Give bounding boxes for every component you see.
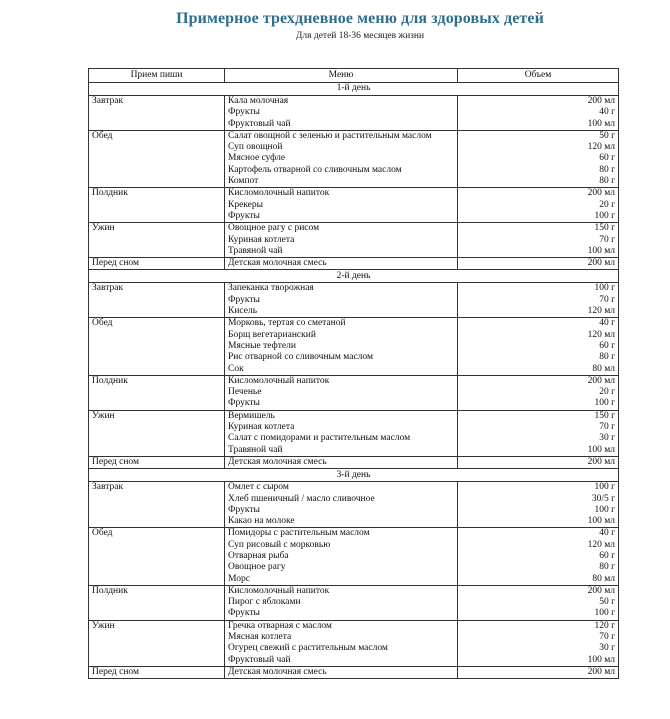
dish-name: Детская молочная смесь — [225, 258, 458, 270]
table-row — [89, 188, 619, 200]
page-title: Примерное трехдневное меню для здоровых детей — [176, 10, 544, 27]
meal-name: Полдник — [89, 188, 225, 223]
dish-name: Омлет с сыром — [225, 482, 458, 494]
dish-name: Хлеб пшеничный / масло сливочное — [225, 494, 458, 505]
meal-name: Завтрак — [89, 482, 225, 528]
dish-amount: 150 г — [458, 223, 619, 235]
table-row — [89, 130, 619, 142]
dish-amount: 100 г — [458, 482, 619, 494]
dish-amount: 120 мл — [458, 540, 619, 551]
dish-name: Какао на молоке — [225, 516, 458, 528]
dish-amount: 30/5 г — [458, 494, 619, 505]
day-label: 1-й день — [89, 83, 619, 96]
meal-name: Обед — [89, 130, 225, 187]
dish-amount: 200 мл — [458, 96, 619, 108]
dish-name: Картофель отварной со сливочным маслом — [225, 165, 458, 176]
dish-amount: 20 г — [458, 200, 619, 211]
dish-amount: 80 г — [458, 562, 619, 573]
dish-amount: 70 г — [458, 422, 619, 433]
dish-name: Кала молочная — [225, 96, 458, 108]
header-volume: Объем — [458, 69, 619, 83]
dish-name: Вермишель — [225, 410, 458, 422]
dish-name: Детская молочная смесь — [225, 456, 458, 468]
dish-name: Гречка отварная с маслом — [225, 620, 458, 632]
table-row — [89, 223, 619, 235]
dish-name: Кисломолочный напиток — [225, 188, 458, 200]
dish-name: Мясная котлета — [225, 632, 458, 643]
day-header-row — [89, 270, 619, 283]
dish-name: Куриная котлета — [225, 422, 458, 433]
dish-amount: 100 г — [458, 211, 619, 223]
dish-name: Компот — [225, 176, 458, 188]
dish-name: Сок — [225, 364, 458, 376]
dish-amount: 200 мл — [458, 258, 619, 270]
meal-name: Полдник — [89, 375, 225, 410]
table-row — [89, 283, 619, 295]
dish-name: Помидоры с растительным маслом — [225, 528, 458, 540]
dish-amount: 100 г — [458, 398, 619, 410]
dish-amount: 30 г — [458, 643, 619, 654]
dish-name: Фрукты — [225, 398, 458, 410]
dish-name: Запеканка творожная — [225, 283, 458, 295]
dish-amount: 100 мл — [458, 119, 619, 131]
dish-name: Травяной чай — [225, 445, 458, 457]
dish-amount: 50 г — [458, 130, 619, 142]
meal-name: Завтрак — [89, 283, 225, 318]
dish-name: Суп рисовый с морковью — [225, 540, 458, 551]
meal-name: Ужин — [89, 620, 225, 666]
dish-name: Овощное рагу — [225, 562, 458, 573]
dish-amount: 80 г — [458, 165, 619, 176]
dish-name: Кисломолочный напиток — [225, 375, 458, 387]
table-row — [89, 96, 619, 108]
menu-table — [88, 68, 619, 679]
dish-name: Кисель — [225, 306, 458, 318]
table-row — [89, 585, 619, 597]
header-meal: Прием пиши — [89, 69, 225, 83]
dish-amount: 100 мл — [458, 516, 619, 528]
meal-name: Перед сном — [89, 456, 225, 468]
dish-name: Фрукты — [225, 505, 458, 516]
table-header-row — [89, 69, 619, 83]
dish-name: Огурец свежий с растительным маслом — [225, 643, 458, 654]
dish-amount: 30 г — [458, 433, 619, 444]
dish-name: Отварная рыба — [225, 551, 458, 562]
dish-amount: 100 мл — [458, 246, 619, 258]
dish-amount: 40 г — [458, 528, 619, 540]
dish-amount: 80 г — [458, 352, 619, 363]
table-row — [89, 482, 619, 494]
dish-amount: 60 г — [458, 341, 619, 352]
dish-amount: 40 г — [458, 318, 619, 330]
meal-name: Завтрак — [89, 96, 225, 131]
dish-amount: 70 г — [458, 295, 619, 306]
dish-name: Морковь, тертая со сметаной — [225, 318, 458, 330]
dish-amount: 200 мл — [458, 456, 619, 468]
dish-name: Кисломолочный напиток — [225, 585, 458, 597]
meal-name: Полдник — [89, 585, 225, 620]
dish-name: Овощное рагу с рисом — [225, 223, 458, 235]
dish-amount: 20 г — [458, 387, 619, 398]
dish-amount: 200 мл — [458, 375, 619, 387]
dish-amount: 80 г — [458, 176, 619, 188]
dish-name: Суп овощной — [225, 142, 458, 153]
dish-name: Куриная котлета — [225, 235, 458, 246]
dish-name: Мясные тефтели — [225, 341, 458, 352]
table-row — [89, 666, 619, 678]
meal-name: Обед — [89, 528, 225, 585]
dish-name: Салат с помидорами и растительным маслом — [225, 433, 458, 444]
meal-name: Перед сном — [89, 258, 225, 270]
dish-name: Борщ вегетарианский — [225, 330, 458, 341]
dish-amount: 100 г — [458, 608, 619, 620]
dish-amount: 70 г — [458, 632, 619, 643]
dish-amount: 200 мл — [458, 585, 619, 597]
dish-amount: 150 г — [458, 410, 619, 422]
dish-amount: 80 мл — [458, 364, 619, 376]
dish-amount: 100 г — [458, 283, 619, 295]
dish-amount: 120 г — [458, 620, 619, 632]
dish-name: Фрукты — [225, 211, 458, 223]
dish-name: Мясное суфле — [225, 153, 458, 164]
day-label: 3-й день — [89, 469, 619, 482]
table-row — [89, 528, 619, 540]
dish-name: Печенье — [225, 387, 458, 398]
dish-amount: 50 г — [458, 597, 619, 608]
dish-name: Травяной чай — [225, 246, 458, 258]
dish-amount: 200 мл — [458, 188, 619, 200]
dish-name: Фрукты — [225, 107, 458, 118]
table-row — [89, 456, 619, 468]
dish-amount: 120 мл — [458, 330, 619, 341]
dish-name: Фруктовый чай — [225, 655, 458, 667]
dish-amount: 60 г — [458, 551, 619, 562]
dish-amount: 100 мл — [458, 655, 619, 667]
day-header-row — [89, 83, 619, 96]
dish-amount: 120 мл — [458, 142, 619, 153]
meal-name: Перед сном — [89, 666, 225, 678]
dish-name: Пирог с яблоками — [225, 597, 458, 608]
dish-amount: 60 г — [458, 153, 619, 164]
meal-name: Ужин — [89, 410, 225, 456]
dish-amount: 40 г — [458, 107, 619, 118]
header-menu: Меню — [225, 69, 458, 83]
meal-name: Обед — [89, 318, 225, 375]
menu-table-body — [89, 83, 619, 679]
dish-name: Рис отварной со сливочным маслом — [225, 352, 458, 363]
meal-name: Ужин — [89, 223, 225, 258]
table-row — [89, 375, 619, 387]
dish-amount: 100 мл — [458, 445, 619, 457]
dish-amount: 80 мл — [458, 574, 619, 586]
day-label: 2-й день — [89, 270, 619, 283]
page-subtitle: Для детей 18-36 месяцев жизни — [295, 31, 425, 41]
dish-amount: 70 г — [458, 235, 619, 246]
dish-name: Крекеры — [225, 200, 458, 211]
dish-name: Фруктовый чай — [225, 119, 458, 131]
dish-name: Фрукты — [225, 608, 458, 620]
dish-amount: 100 г — [458, 505, 619, 516]
dish-name: Детская молочная смесь — [225, 666, 458, 678]
dish-name: Салат овощной с зеленью и растительным маслом — [225, 130, 458, 142]
table-row — [89, 258, 619, 270]
dish-name: Фрукты — [225, 295, 458, 306]
table-row — [89, 620, 619, 632]
dish-name: Морс — [225, 574, 458, 586]
dish-amount: 200 мл — [458, 666, 619, 678]
dish-amount: 120 мл — [458, 306, 619, 318]
day-header-row — [89, 469, 619, 482]
table-row — [89, 410, 619, 422]
table-row — [89, 318, 619, 330]
